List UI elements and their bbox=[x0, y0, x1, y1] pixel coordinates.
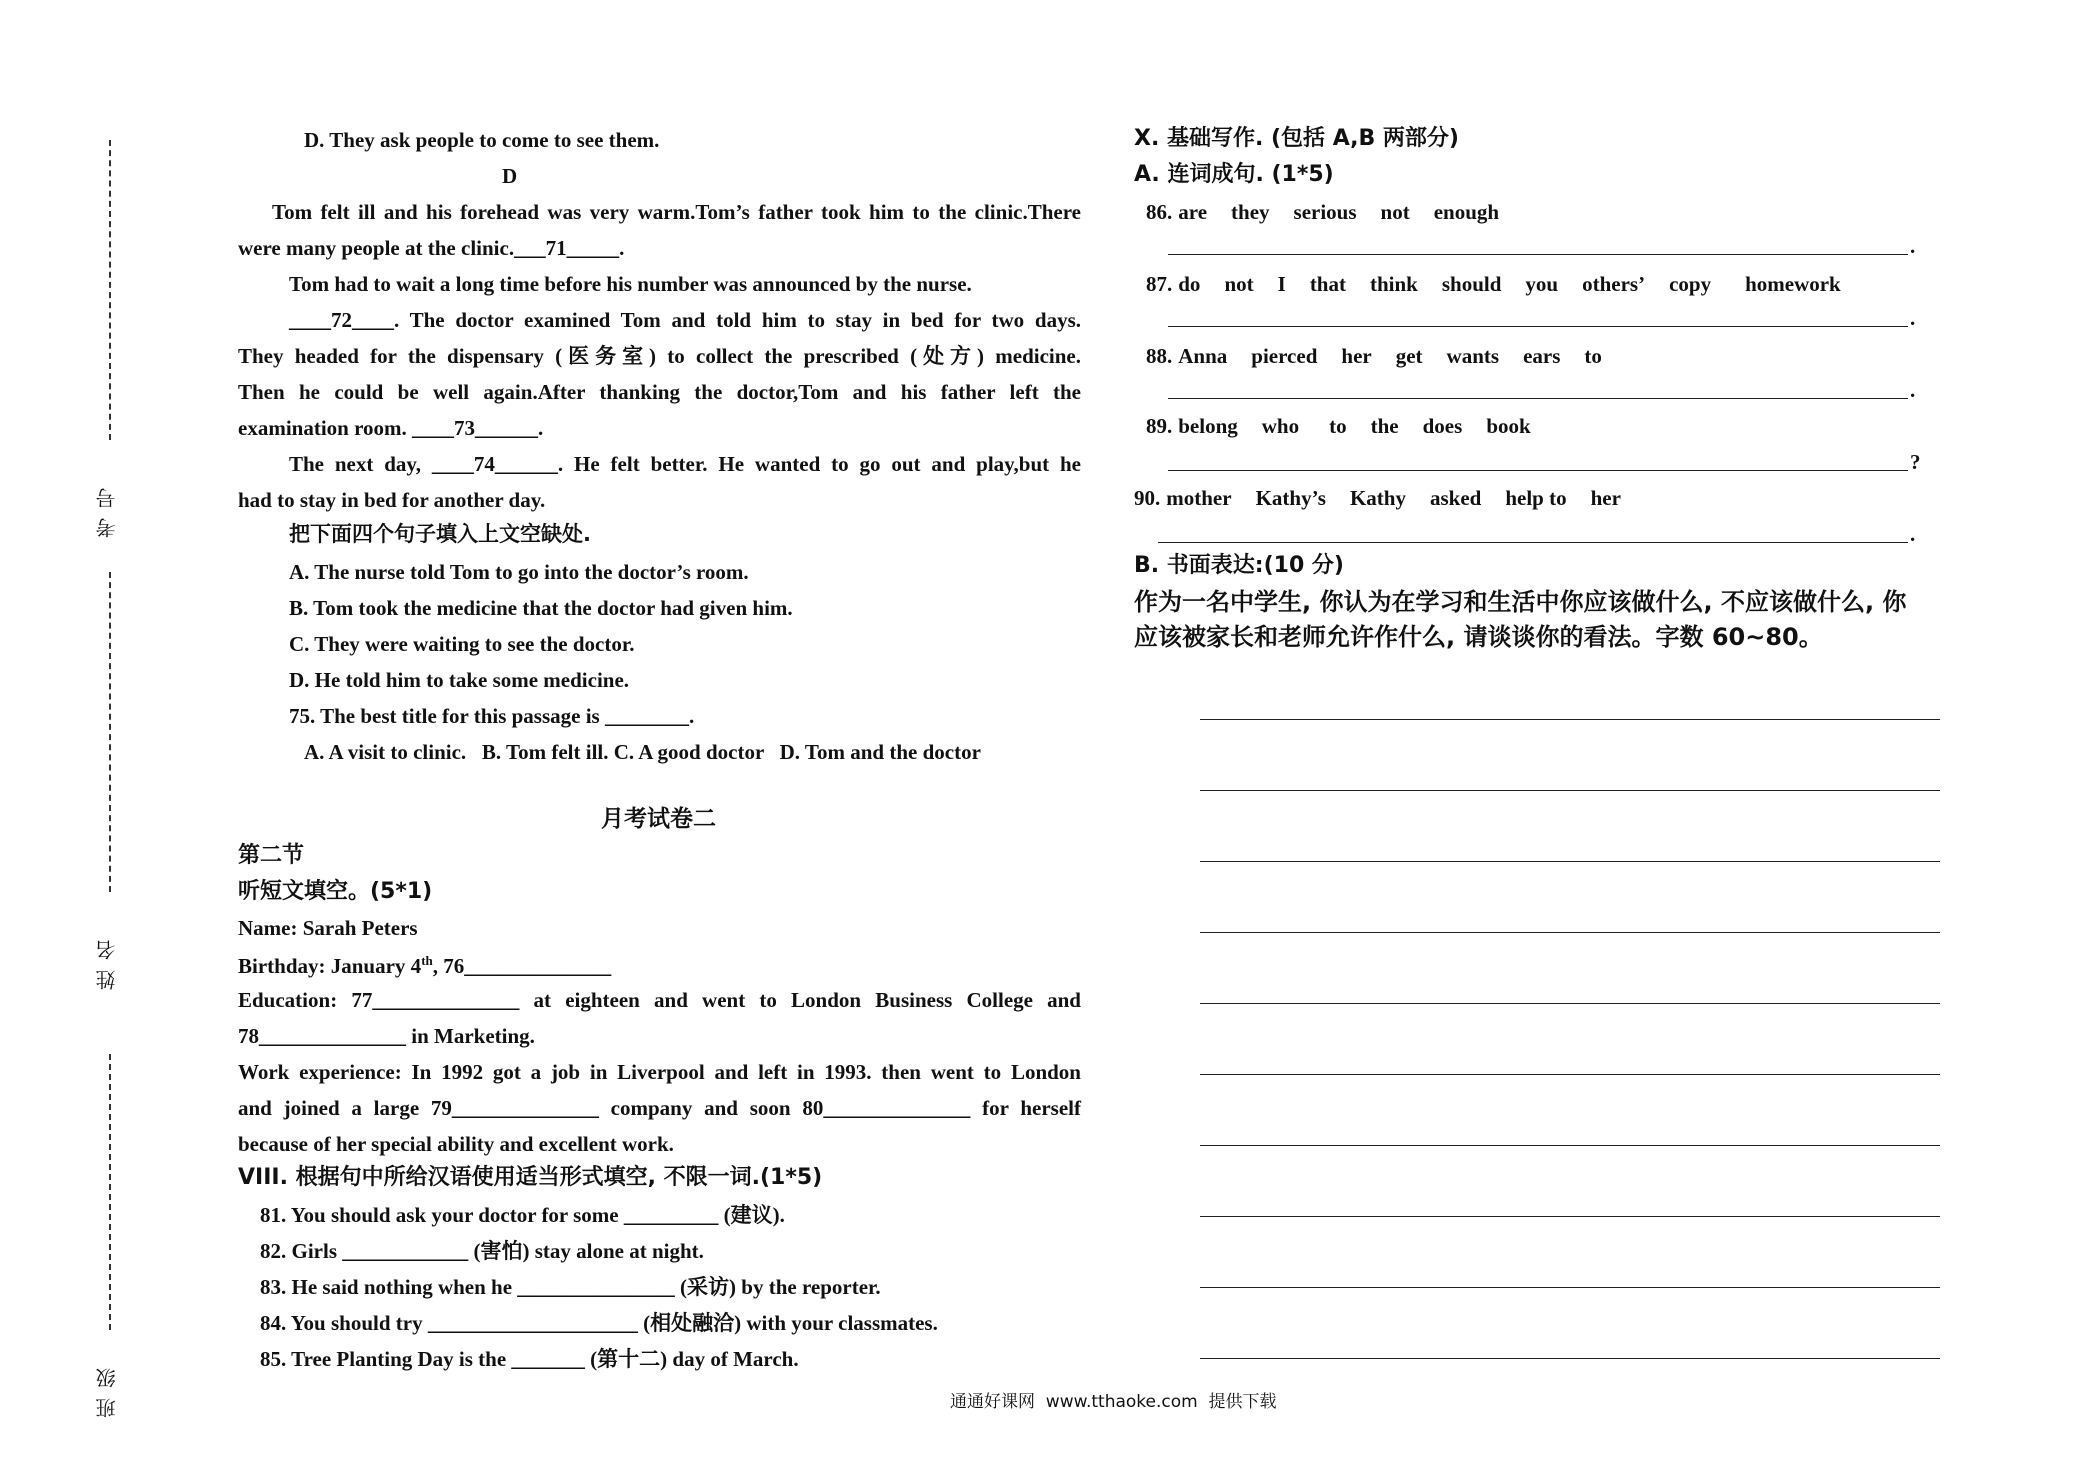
answer-end-mark: . bbox=[1910, 306, 1916, 330]
answer-end-mark: . bbox=[1910, 378, 1916, 402]
section10-title: X. 基础写作. (包括 A,B 两部分) bbox=[1134, 126, 1459, 151]
writing-line bbox=[1200, 719, 1940, 720]
partB-prompt: 作为一名中学生, 你认为在学习和生活中你应该做什么, 不应该做什么, 你 bbox=[1134, 588, 1907, 616]
partB-title: B. 书面表达:(10 分) bbox=[1134, 553, 1344, 578]
writing-line bbox=[1200, 790, 1940, 791]
answer-line bbox=[1168, 470, 1908, 471]
margin-dashed-line bbox=[109, 572, 111, 892]
section8-item: 84. You should try ____________________ (相处融洽) with your classmates. bbox=[260, 1311, 938, 1335]
margin-label-class: 班级 bbox=[95, 1358, 119, 1418]
passage-line: ____72____. The doctor examined Tom and told him to stay in bed for two days. bbox=[289, 308, 1081, 332]
answer-line bbox=[1168, 254, 1908, 255]
passage-line: Tom had to wait a long time before his number was announced by the nurse. bbox=[289, 272, 972, 296]
margin-label-name: 姓名 bbox=[95, 930, 119, 990]
listening-line: and joined a large 79______________ company and soon 80______________ for herself bbox=[238, 1096, 1081, 1120]
section-d-heading: D bbox=[502, 164, 518, 188]
writing-line bbox=[1200, 1216, 1940, 1217]
answer-line bbox=[1168, 326, 1908, 327]
answer-line bbox=[1168, 398, 1908, 399]
section8-item: 82. Girls ____________ (害怕) stay alone at night. bbox=[260, 1239, 704, 1263]
listening-name: Name: Sarah Peters bbox=[238, 916, 418, 940]
margin-dashed-line bbox=[109, 140, 111, 440]
reorder-item-89: 89. belong who to the does book bbox=[1146, 414, 1531, 438]
passage-line: Tom felt ill and his forehead was very warm.Tom’s father took him to the clinic.There bbox=[272, 200, 1081, 224]
section-heading: 第二节 bbox=[238, 843, 305, 868]
writing-line bbox=[1200, 932, 1940, 933]
listening-birthday: Birthday: January 4th, 76______________ bbox=[238, 953, 612, 978]
reorder-item-90: 90. mother Kathy’s Kathy asked help to her bbox=[1134, 486, 1621, 510]
writing-line bbox=[1200, 1145, 1940, 1146]
listening-line: because of her special ability and excellent work. bbox=[238, 1132, 674, 1156]
fill-instruction: 把下面四个句子填入上文空缺处. bbox=[289, 522, 591, 546]
passage-line: Then he could be well again.After thanking the doctor,Tom and his father left the bbox=[238, 380, 1081, 404]
answer-end-mark: . bbox=[1910, 234, 1916, 258]
section8-title: VIII. 根据句中所给汉语使用适当形式填空, 不限一词.(1*5) bbox=[238, 1165, 823, 1190]
passage-line: They headed for the dispensary (医务室) to collect the prescribed (处方) medicine. bbox=[238, 344, 1081, 368]
writing-line bbox=[1200, 861, 1940, 862]
question-75-options: A. A visit to clinic. B. Tom felt ill. C. A good doctor D. Tom and the doctor bbox=[304, 740, 981, 764]
writing-line bbox=[1200, 1003, 1940, 1004]
page-footer: 通通好课网 www.tthaoke.com 提供下载 bbox=[950, 1392, 1277, 1412]
writing-line bbox=[1200, 1358, 1940, 1359]
reorder-item-88: 88. Anna pierced her get wants ears to bbox=[1146, 344, 1602, 368]
listening-line: 78______________ in Marketing. bbox=[238, 1024, 535, 1048]
fill-option: B. Tom took the medicine that the doctor had given him. bbox=[289, 596, 793, 620]
fill-option: D. He told him to take some medicine. bbox=[289, 668, 630, 692]
answer-end-mark: . bbox=[1910, 522, 1916, 546]
listening-line: Work experience: In 1992 got a job in Liverpool and left in 1993. then went to London bbox=[238, 1060, 1081, 1084]
partB-prompt: 应该被家长和老师允许作什么, 请谈谈你的看法。字数 60~80。 bbox=[1134, 623, 1823, 651]
paper-title: 月考试卷二 bbox=[601, 806, 716, 832]
answer-end-mark: ? bbox=[1910, 450, 1921, 474]
passage-line: examination room. ____73______. bbox=[238, 416, 544, 440]
fill-option: A. The nurse told Tom to go into the doctor’s room. bbox=[289, 560, 749, 584]
question-75: 75. The best title for this passage is ________. bbox=[289, 704, 695, 728]
section8-item: 83. He said nothing when he _______________ (采访) by the reporter. bbox=[260, 1275, 881, 1299]
margin-label-exam-id: 考号 bbox=[95, 478, 119, 538]
listening-line: Education: 77______________ at eighteen and went to London Business College and bbox=[238, 988, 1081, 1012]
margin-dashed-line bbox=[109, 1054, 111, 1330]
writing-line bbox=[1200, 1287, 1940, 1288]
passage-line: were many people at the clinic.___71_____. bbox=[238, 236, 625, 260]
fill-option: C. They were waiting to see the doctor. bbox=[289, 632, 635, 656]
answer-line bbox=[1158, 542, 1908, 543]
listening-title: 听短文填空。(5*1) bbox=[238, 879, 433, 904]
reorder-item-86: 86. are they serious not enough bbox=[1146, 200, 1500, 224]
reorder-item-87: 87. do not I that think should you others’ copy homework bbox=[1146, 272, 1841, 296]
section8-item: 85. Tree Planting Day is the _______ (第十二) day of March. bbox=[260, 1347, 799, 1371]
passage-line: had to stay in bed for another day. bbox=[238, 488, 546, 512]
passage-line: The next day, ____74______. He felt better. He wanted to go out and play,but he bbox=[289, 452, 1081, 476]
writing-line bbox=[1200, 1074, 1940, 1075]
partA-title: A. 连词成句. (1*5) bbox=[1134, 162, 1334, 187]
section8-item: 81. You should ask your doctor for some _________ (建议). bbox=[260, 1203, 785, 1227]
q70-option-d: D. They ask people to come to see them. bbox=[304, 128, 660, 152]
